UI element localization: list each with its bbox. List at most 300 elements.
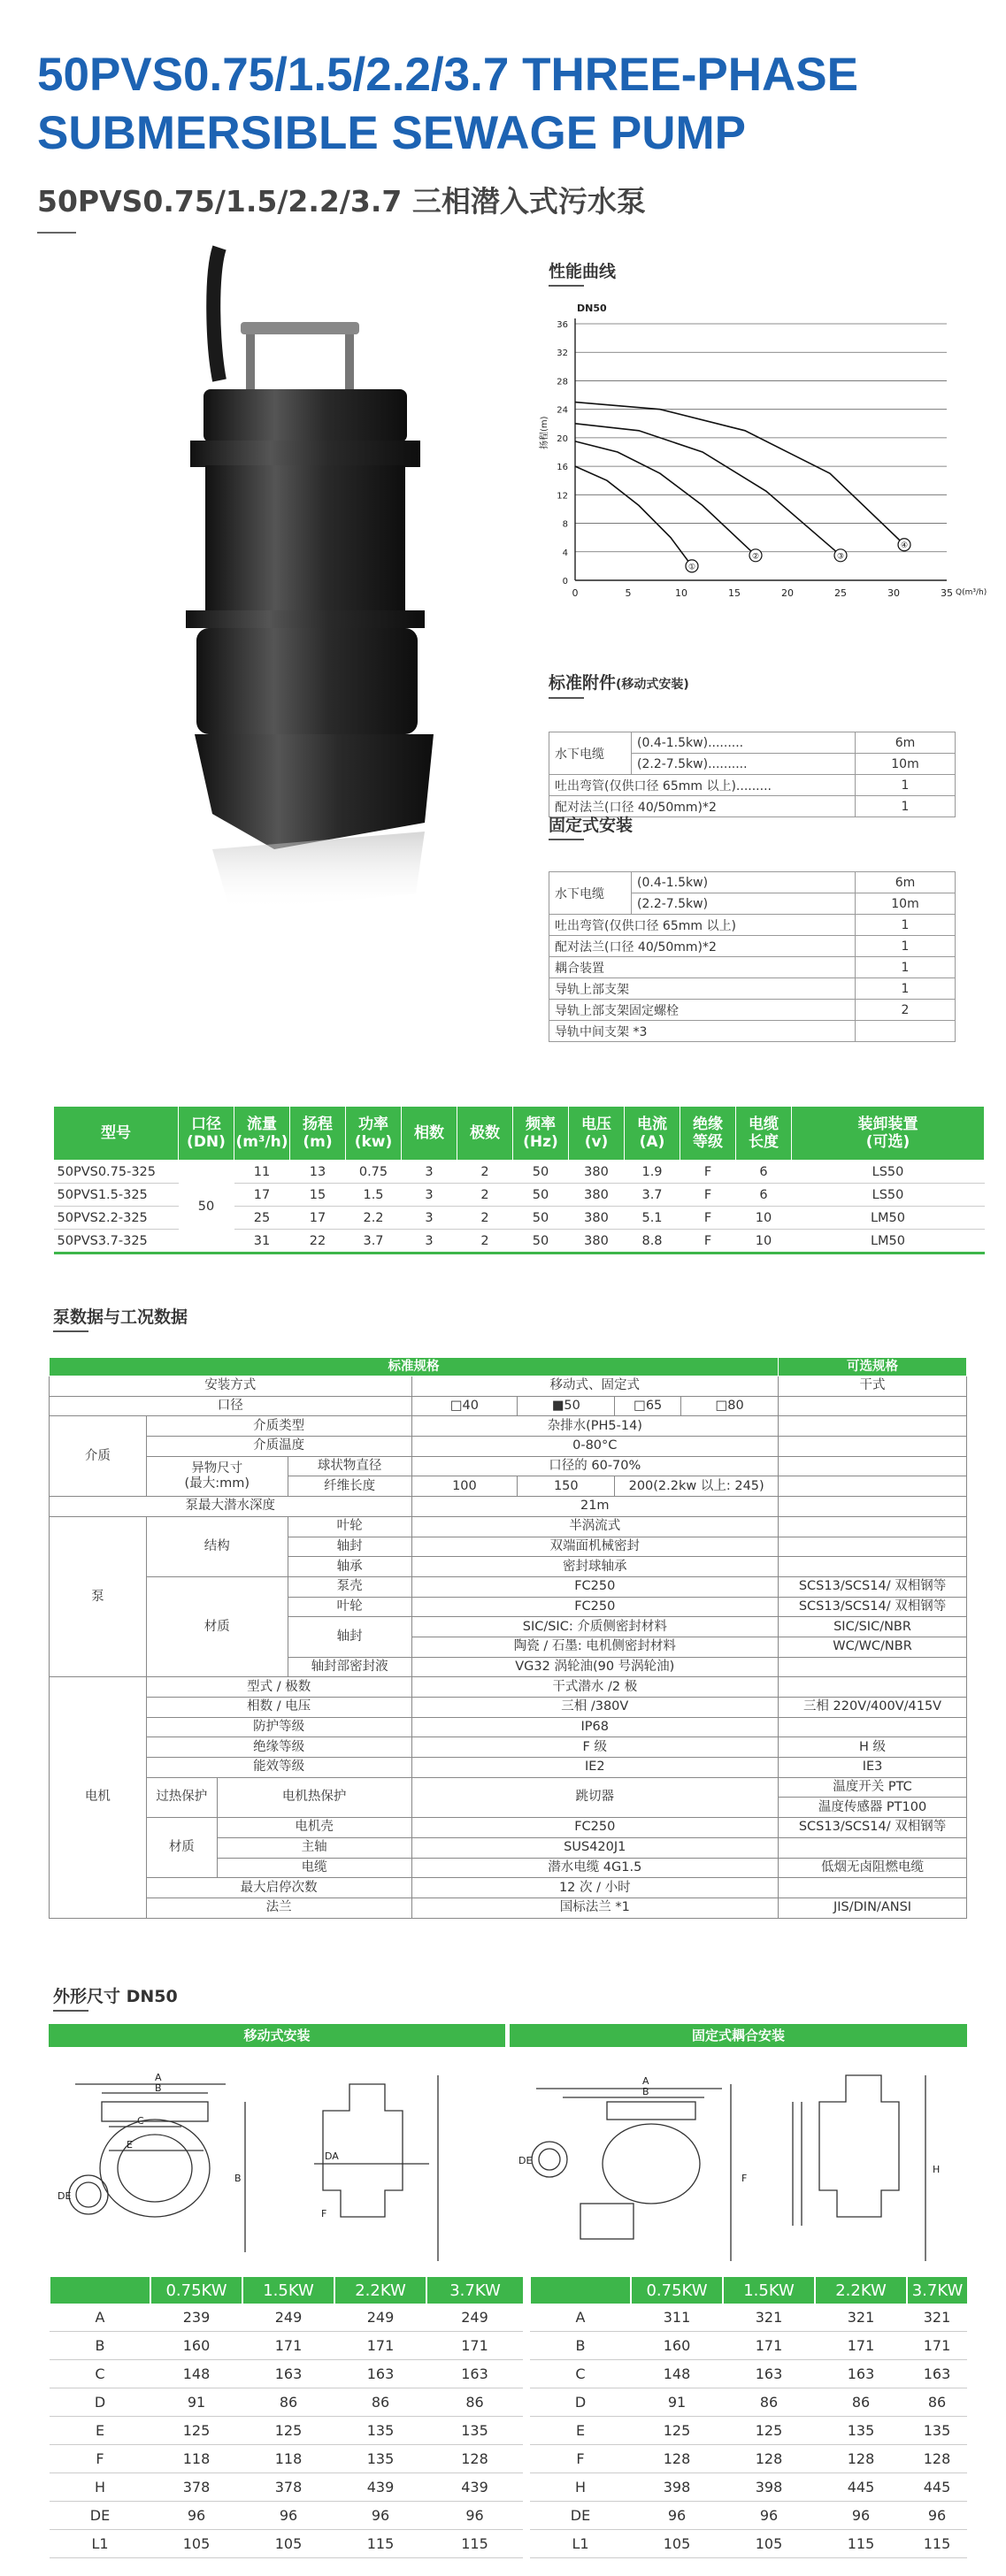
spec-cell: 1.9: [625, 1161, 680, 1184]
spec-row: [54, 1161, 985, 1184]
insulation-option: H 级: [779, 1737, 967, 1758]
mobile-dim-value: 249: [242, 2304, 334, 2332]
table-row: [50, 1737, 967, 1758]
spec-cell: 1.5: [346, 1184, 402, 1207]
fixed-dim-value: 311: [631, 2304, 723, 2332]
dim-key: C: [50, 2360, 150, 2388]
fixed-dim-value: 135: [907, 2417, 967, 2445]
empty-cell: [779, 1537, 967, 1557]
pumpdata-rule: [53, 1330, 88, 1332]
dim-key: B: [530, 2332, 631, 2360]
acc-mobile-sub: (移动式安装): [616, 678, 689, 692]
acc-item: 吐出弯管(仅供口径 65mm 以上).........: [549, 775, 856, 796]
acc-value: 1: [856, 796, 956, 817]
spec-cell: 380: [569, 1230, 625, 1254]
spec-header: 电压 (v): [569, 1107, 625, 1161]
dims-col-header-row: [50, 2277, 967, 2304]
mobile-dim-value: 163: [334, 2360, 426, 2388]
y-tick-label: 0: [562, 577, 568, 586]
table-row: [50, 1677, 967, 1698]
fiber-label: 纤维长度: [288, 1476, 411, 1497]
spec-cell: 50PVS3.7-325: [54, 1230, 179, 1254]
fixed-dim-value: 105: [723, 2530, 815, 2558]
spec-header: 频率 (Hz): [513, 1107, 569, 1161]
empty-cell: [779, 1437, 967, 1457]
ip-value: IP68: [411, 1717, 779, 1737]
empty-cell: [523, 2388, 530, 2417]
table-row: [50, 1376, 967, 1397]
spec-cell: 380: [569, 1207, 625, 1230]
series-line: [575, 441, 756, 556]
empty-cell: [523, 2332, 530, 2360]
bearing-label: 轴承: [288, 1557, 411, 1577]
x-tick-label: 5: [625, 587, 632, 599]
fixed-dim-value: 125: [723, 2417, 815, 2445]
acc-mobile-heading: [549, 670, 689, 694]
x-tick-label: 20: [781, 587, 794, 599]
spec-header: 电缆 长度: [736, 1107, 792, 1161]
dim-key: E: [530, 2417, 631, 2445]
bore-label: 口径: [50, 1396, 412, 1416]
acc-value: 1: [856, 957, 956, 978]
mobile-dim-value: 160: [150, 2332, 242, 2360]
dim-key: A: [50, 2304, 150, 2332]
fixed-dim-value: 105: [631, 2530, 723, 2558]
svg-text:E: E: [127, 2139, 133, 2150]
mobile-dim-value: 171: [334, 2332, 426, 2360]
bore-65: □65: [615, 1396, 681, 1416]
cable-option: 低烟无卤阻燃电缆: [779, 1858, 967, 1878]
dim-key: L1: [530, 2530, 631, 2558]
table-row: [50, 1818, 967, 1838]
medium-type-value: 杂排水(PH5-14): [411, 1416, 779, 1437]
spec-cell: 17: [234, 1184, 290, 1207]
spec-cell: 8.8: [625, 1230, 680, 1254]
fixed-dim-value: 398: [631, 2473, 723, 2502]
casing-option: SCS13/SCS14/ 双相钢等: [779, 1576, 967, 1597]
fixed-dim-value: 86: [815, 2388, 907, 2417]
fixed-dim-value: 171: [815, 2332, 907, 2360]
flange-value: 国标法兰 *1: [411, 1898, 779, 1918]
spec-header: 型号: [54, 1107, 179, 1161]
mobile-dim-value: 86: [426, 2388, 523, 2417]
start-limit-value: 12 次 / 小时: [411, 1878, 779, 1898]
acc-value: 10m: [856, 754, 956, 775]
empty-cell: [523, 2417, 530, 2445]
dim-key: DE: [50, 2502, 150, 2530]
seal-material-value-1: SIC/SIC: 介质侧密封材料: [411, 1617, 779, 1637]
motor-shell-label: 电机壳: [217, 1818, 411, 1838]
fixed-dim-value: 445: [907, 2473, 967, 2502]
acc-item: 耦合装置: [549, 957, 856, 978]
y-tick-label: 20: [557, 433, 568, 444]
y-tick-label: 4: [562, 548, 568, 558]
mobile-col-header: 1.5KW: [242, 2277, 334, 2304]
seal-material-label: 轴封: [288, 1617, 411, 1657]
fixed-dim-value: 115: [815, 2530, 907, 2558]
impeller-material-option: SCS13/SCS14/ 双相钢等: [779, 1597, 967, 1617]
x-tick-label: 35: [941, 587, 953, 599]
spec-cell: 6: [736, 1184, 792, 1207]
medium-label: 介质: [50, 1416, 147, 1497]
fixed-dim-value: 445: [815, 2473, 907, 2502]
x-tick-label: 15: [728, 587, 741, 599]
spec-cell: 2: [457, 1161, 513, 1184]
acc-item: 导轨上部支架固定螺栓: [549, 1000, 856, 1021]
empty-cell: [779, 1456, 967, 1476]
table-row: [50, 1497, 967, 1517]
table-row: [50, 1456, 967, 1476]
fixed-dim-value: 96: [815, 2502, 907, 2530]
insulation-value: F 级: [411, 1737, 779, 1758]
curve-heading-rule: [549, 285, 584, 287]
empty-cell: [779, 1396, 967, 1416]
overheat-option-2: 温度传感器 PT100: [779, 1798, 967, 1818]
table-row: [549, 957, 956, 978]
mobile-dim-value: 128: [426, 2445, 523, 2473]
std-spec-header: 标准规格: [50, 1358, 779, 1376]
table-row: [50, 1396, 967, 1416]
table-row: [50, 1437, 967, 1457]
y-tick-label: 24: [557, 405, 568, 416]
start-limit-label: 最大启停次数: [146, 1878, 411, 1898]
table-row: [549, 936, 956, 957]
fixed-dim-value: 163: [815, 2360, 907, 2388]
acc-item: 配对法兰(口径 40/50mm)*2: [549, 936, 856, 957]
table-row: [549, 872, 956, 893]
mobile-dim-value: 378: [150, 2473, 242, 2502]
spec-cell: 50: [513, 1161, 569, 1184]
empty-cell: [523, 2473, 530, 2502]
spec-cell: 50: [513, 1230, 569, 1254]
empty-cell: [779, 1476, 967, 1497]
casing-value: FC250: [411, 1576, 779, 1597]
efficiency-label: 能效等级: [146, 1758, 411, 1778]
spec-cell: 2.2: [346, 1207, 402, 1230]
cable-label: 电缆: [217, 1858, 411, 1878]
spec-cell: LM50: [792, 1207, 985, 1230]
bore-80: □80: [681, 1396, 779, 1416]
acc-fixed-rule: [549, 839, 584, 840]
y-tick-label: 8: [562, 519, 568, 530]
empty-cell: [779, 1516, 967, 1537]
spec-cell: 3: [402, 1161, 457, 1184]
impeller-value: 半涡流式: [411, 1516, 779, 1537]
impeller-material-value: FC250: [411, 1597, 779, 1617]
svg-text:DA: DA: [325, 2150, 339, 2162]
spec-header: 流量 (m³/h): [234, 1107, 290, 1161]
shaft-seal-label: 轴封: [288, 1537, 411, 1557]
depth-label: 泵最大潜水深度: [50, 1497, 412, 1517]
table-row: [50, 1416, 967, 1437]
empty-cell: [50, 2277, 150, 2304]
ip-label: 防护等级: [146, 1717, 411, 1737]
fixed-dim-value: 163: [723, 2360, 815, 2388]
dims-row: [50, 2502, 967, 2530]
dims-fixed-header: 固定式耦合安装: [510, 2024, 967, 2047]
fixed-dim-value: 128: [815, 2445, 907, 2473]
mobile-dim-value: 439: [426, 2473, 523, 2502]
series-label: ③: [836, 552, 845, 562]
spec-cell: 380: [569, 1184, 625, 1207]
spec-cell: 50PVS1.5-325: [54, 1184, 179, 1207]
dims-row: [50, 2530, 967, 2558]
fixed-dim-value: 135: [815, 2417, 907, 2445]
svg-text:A: A: [155, 2072, 162, 2083]
spec-cell: 10: [736, 1230, 792, 1254]
acc-mobile-title: 标准附件: [549, 673, 617, 693]
mobile-dim-value: 249: [426, 2304, 523, 2332]
table-row: [50, 1698, 967, 1718]
seal-oil-label: 轴封部密封液: [288, 1657, 411, 1677]
dims-row: [50, 2332, 967, 2360]
series-label: ④: [900, 541, 909, 551]
spec-cell: 50PVS0.75-325: [54, 1161, 179, 1184]
table-row: [50, 1516, 967, 1537]
fixed-col-header: 2.2KW: [815, 2277, 907, 2304]
table-row: [549, 1000, 956, 1021]
pump-data-table: [49, 1357, 967, 1919]
fixed-dim-value: 115: [907, 2530, 967, 2558]
spec-cell: 3: [402, 1230, 457, 1254]
spec-cell: 50: [513, 1184, 569, 1207]
install-value: 移动式、固定式: [411, 1376, 779, 1397]
spec-header-row: [54, 1107, 985, 1161]
spec-cell: 3: [402, 1207, 457, 1230]
pump-label: 泵: [50, 1516, 147, 1677]
spec-cell: 5.1: [625, 1207, 680, 1230]
main-shaft-value: SUS420J1: [411, 1837, 779, 1858]
impeller-material-label: 叶轮: [288, 1597, 411, 1617]
mobile-dim-value: 118: [242, 2445, 334, 2473]
fixed-dimension-drawing: [510, 2049, 967, 2275]
y-tick-label: 36: [557, 320, 568, 330]
struct-label: 结构: [146, 1516, 288, 1576]
spec-header: 绝缘 等级: [680, 1107, 736, 1161]
motor-shell-option: SCS13/SCS14/ 双相钢等: [779, 1818, 967, 1838]
seal-material-option-1: SIC/SIC/NBR: [779, 1617, 967, 1637]
mobile-dim-value: 105: [150, 2530, 242, 2558]
fixed-dim-value: 125: [631, 2417, 723, 2445]
fixed-dim-value: 321: [815, 2304, 907, 2332]
material-label: 材质: [146, 1576, 288, 1676]
mobile-dim-value: 125: [150, 2417, 242, 2445]
table-row: [50, 1898, 967, 1918]
fixed-col-header: 3.7KW: [907, 2277, 967, 2304]
acc-value: 10m: [856, 893, 956, 915]
mobile-dim-value: 91: [150, 2388, 242, 2417]
overheat-label: 过热保护: [146, 1777, 217, 1817]
mobile-dim-value: 86: [334, 2388, 426, 2417]
table-row: [50, 1358, 967, 1376]
fiber-value-50: 150: [518, 1476, 615, 1497]
spec-cell: 0.75: [346, 1161, 402, 1184]
curve-heading: 性能曲线: [549, 262, 617, 281]
dims-row: [50, 2417, 967, 2445]
spec-cell: F: [680, 1207, 736, 1230]
dim-key: D: [530, 2388, 631, 2417]
fixed-dim-value: 171: [723, 2332, 815, 2360]
fixed-dim-value: 96: [907, 2502, 967, 2530]
main-shaft-label: 主轴: [217, 1837, 411, 1858]
dim-key: D: [50, 2388, 150, 2417]
spec-cell: LS50: [792, 1161, 985, 1184]
mobile-dim-value: 171: [426, 2332, 523, 2360]
seal-material-option-2: WC/WC/NBR: [779, 1637, 967, 1657]
mobile-dim-value: 163: [242, 2360, 334, 2388]
dims-row: [50, 2360, 967, 2388]
overheat-option-1: 温度开关 PTC: [779, 1777, 967, 1798]
fixed-dim-value: 96: [723, 2502, 815, 2530]
dims-row: [50, 2473, 967, 2502]
y-tick-label: 32: [557, 349, 568, 359]
spec-cell: F: [680, 1161, 736, 1184]
mobile-dim-value: 135: [426, 2417, 523, 2445]
fixed-dim-value: 321: [723, 2304, 815, 2332]
acc-value: 1: [856, 936, 956, 957]
dim-key: A: [530, 2304, 631, 2332]
svg-text:B: B: [642, 2086, 649, 2097]
medium-temp-value: 0-80°C: [411, 1437, 779, 1457]
empty-cell: [523, 2445, 530, 2473]
spec-header: 电流 (A): [625, 1107, 680, 1161]
mobile-dim-value: 125: [242, 2417, 334, 2445]
spec-cell: 2: [457, 1207, 513, 1230]
mobile-dim-value: 135: [334, 2417, 426, 2445]
spec-header: 扬程 (m): [290, 1107, 346, 1161]
fixed-dim-value: 171: [907, 2332, 967, 2360]
dims-table: [49, 2277, 967, 2558]
dims-row: [50, 2304, 967, 2332]
shaft-seal-value: 双端面机械密封: [411, 1537, 779, 1557]
acc-mobile-rule: [549, 697, 584, 699]
bore-40: □40: [411, 1396, 518, 1416]
mobile-col-header: 2.2KW: [334, 2277, 426, 2304]
seal-oil-value: VG32 涡轮油(90 号涡轮油): [411, 1657, 779, 1677]
mobile-dim-value: 249: [334, 2304, 426, 2332]
mobile-dim-value: 105: [242, 2530, 334, 2558]
acc-item: 导轨中间支架 *3: [549, 1021, 856, 1042]
spec-cell: 10: [736, 1207, 792, 1230]
medium-temp-label: 介质温度: [146, 1437, 411, 1457]
spec-cell: 2: [457, 1184, 513, 1207]
empty-cell: [779, 1717, 967, 1737]
title-en: 50PVS0.75/1.5/2.2/3.7 THREE-PHASE SUBMERSIBLE SEWAGE PUMP: [37, 49, 858, 159]
x-tick-label: 10: [675, 587, 687, 599]
y-tick-label: 28: [557, 377, 568, 387]
mobile-dim-value: 439: [334, 2473, 426, 2502]
mobile-dim-value: 96: [242, 2502, 334, 2530]
table-row: [50, 1878, 967, 1898]
mobile-dim-value: 135: [334, 2445, 426, 2473]
fiber-value-40: 100: [411, 1476, 518, 1497]
empty-cell: [523, 2277, 530, 2304]
dims-row: [50, 2388, 967, 2417]
table-row: [549, 1021, 956, 1042]
acc-mobile-table: [549, 732, 956, 817]
title-cn: 50PVS0.75/1.5/2.2/3.7 三相潜入式污水泵: [37, 184, 646, 218]
fixed-col-header: 1.5KW: [723, 2277, 815, 2304]
dim-key: C: [530, 2360, 631, 2388]
series-line: [575, 466, 692, 566]
fixed-dim-value: 128: [631, 2445, 723, 2473]
sphere-value: 口径的 60-70%: [411, 1456, 779, 1476]
mobile-dim-value: 378: [242, 2473, 334, 2502]
spec-header: 口径 (DN): [179, 1107, 234, 1161]
fixed-dim-value: 160: [631, 2332, 723, 2360]
svg-text:C: C: [137, 2115, 144, 2127]
install-option: 干式: [779, 1376, 967, 1397]
svg-text:DE: DE: [58, 2190, 72, 2202]
spec-dn-cell: 50: [179, 1161, 234, 1254]
mobile-dim-value: 115: [334, 2530, 426, 2558]
empty-cell: [523, 2530, 530, 2558]
empty-cell: [779, 1837, 967, 1858]
acc-item: (0.4-1.5kw).........: [632, 732, 856, 754]
svg-text:F: F: [321, 2208, 327, 2220]
svg-text:H: H: [933, 2164, 941, 2175]
fixed-dim-value: 96: [631, 2502, 723, 2530]
acc-item: 导轨上部支架: [549, 978, 856, 1000]
motor-label: 电机: [50, 1677, 147, 1918]
fixed-col-header: 0.75KW: [631, 2277, 723, 2304]
acc-item: (2.2-7.5kw): [632, 893, 856, 915]
bearing-value: 密封球轴承: [411, 1557, 779, 1577]
flange-label: 法兰: [146, 1898, 411, 1918]
chart-title: DN50: [577, 303, 607, 314]
series-label: ①: [687, 563, 696, 572]
fixed-dim-value: 148: [631, 2360, 723, 2388]
foreign-size-label: 异物尺寸 (最大:mm): [146, 1456, 288, 1496]
mobile-col-header: 3.7KW: [426, 2277, 523, 2304]
y-tick-label: 12: [557, 491, 568, 502]
performance-chart: [531, 299, 991, 617]
spec-table: [53, 1106, 985, 1254]
casing-label: 泵壳: [288, 1576, 411, 1597]
acc-cable-label: 水下电缆: [549, 732, 632, 775]
mobile-dimension-drawing: [49, 2049, 505, 2275]
spec-cell: 22: [290, 1230, 346, 1254]
motor-type-label: 型式 / 极数: [146, 1677, 411, 1698]
empty-cell: [523, 2304, 530, 2332]
empty-cell: [530, 2277, 631, 2304]
chart-ylabel: 扬程(m): [540, 416, 549, 449]
spec-cell: LS50: [792, 1184, 985, 1207]
table-row: [549, 732, 956, 754]
spec-header: 功率 (kw): [346, 1107, 402, 1161]
acc-fixed-table: [549, 871, 956, 1042]
svg-text:A: A: [642, 2075, 649, 2087]
spec-cell: LM50: [792, 1230, 985, 1254]
motor-type-value: 干式潜水 /2 极: [411, 1677, 779, 1698]
fixed-dim-value: 163: [907, 2360, 967, 2388]
mobile-dim-value: 96: [334, 2502, 426, 2530]
acc-value: 1: [856, 915, 956, 936]
table-row: [50, 1758, 967, 1778]
seal-material-value-2: 陶瓷 / 石墨: 电机侧密封材料: [411, 1637, 779, 1657]
acc-value: 2: [856, 1000, 956, 1021]
overheat-value: 跳切器: [411, 1777, 779, 1817]
svg-text:DE: DE: [518, 2155, 533, 2166]
phase-option: 三相 220V/400V/415V: [779, 1698, 967, 1718]
motor-thermal-label: 电机热保护: [217, 1777, 411, 1817]
depth-value: 21m: [411, 1497, 779, 1517]
dim-key: F: [530, 2445, 631, 2473]
spec-cell: 50: [513, 1207, 569, 1230]
empty-cell: [523, 2360, 530, 2388]
empty-cell: [779, 1657, 967, 1677]
title-divider: [37, 232, 76, 234]
